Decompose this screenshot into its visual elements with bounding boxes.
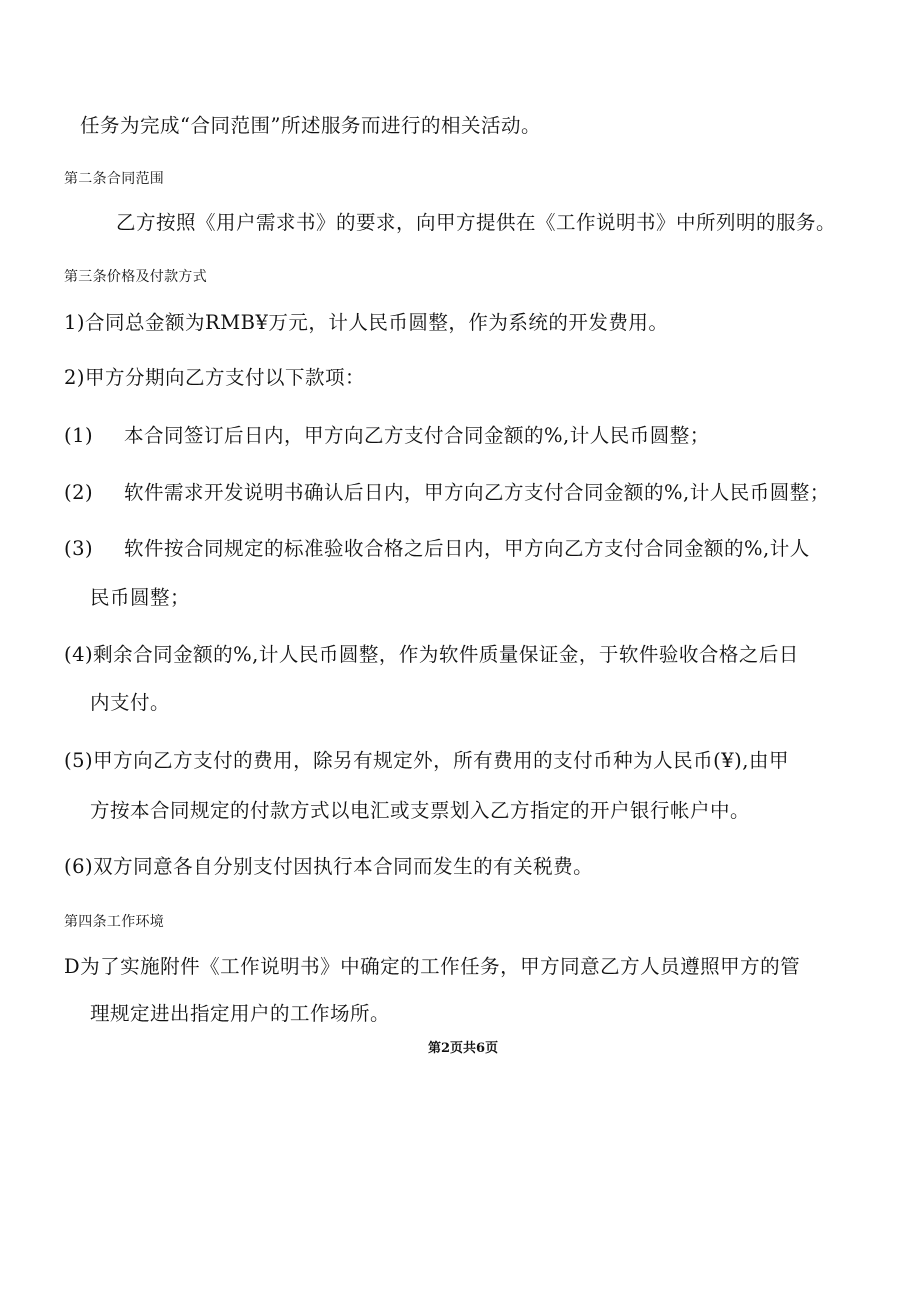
- article-3-item-1: 1)合同总金额为RMB¥万元，计人民币圆整，作为系统的开发费用。: [64, 311, 669, 334]
- payment-sub-1-text: 本合同签订后日内，甲方向乙方支付合同金额的%,计人民币圆整；: [124, 424, 710, 447]
- payment-sub-3-continuation: 民币圆整；: [90, 586, 191, 609]
- payment-sub-6: (6)双方同意各自分别支付因执行本合同而发生的有关税费。: [64, 855, 594, 878]
- payment-sub-2-number: (2): [64, 481, 94, 504]
- payment-sub-2: [64, 477, 830, 505]
- payment-sub-2-text: 软件需求开发说明书确认后日内，甲方向乙方支付合同金额的%,计人民币圆整；: [124, 481, 830, 504]
- payment-sub-4-line-2: 内支付。: [90, 691, 171, 714]
- payment-sub-1: [64, 420, 710, 448]
- payment-sub-4-line-1: (4)剩余合同金额的%,计人民币圆整，作为软件质量保证金，于软件验收合格之后日: [64, 643, 799, 666]
- intro-line: 任务为完成“合同范围”所述服务而进行的相关活动。: [80, 114, 541, 137]
- article-4-line-1: D为了实施附件《工作说明书》中确定的工作任务，甲方同意乙方人员遵照甲方的管: [64, 955, 801, 978]
- article-2-heading: 第二条合同范围: [64, 171, 165, 187]
- payment-sub-3-number: (3): [64, 537, 94, 560]
- payment-sub-5-line-2: 方按本合同规定的付款方式以电汇或支票划入乙方指定的开户银行帐户中。: [90, 799, 751, 822]
- article-4-heading: 第四条工作环境: [64, 914, 165, 930]
- article-3-item-2: 2)甲方分期向乙方支付以下款项：: [64, 366, 366, 389]
- payment-sub-5-line-1: (5)甲方向乙方支付的费用，除另有规定外，所有费用的支付币种为人民币(¥),由甲: [64, 749, 789, 772]
- article-4-line-2: 理规定进出指定用户的工作场所。: [90, 1002, 391, 1025]
- page-footer: 第2页共6页: [428, 1041, 499, 1056]
- payment-sub-3-text: 软件按合同规定的标准验收合格之后日内，甲方向乙方支付合同金额的%,计人: [124, 537, 810, 560]
- payment-sub-3: [64, 533, 810, 561]
- payment-sub-1-number: (1): [64, 424, 94, 447]
- article-2-text: 乙方按照《用户需求书》的要求，向甲方提供在《工作说明书》中所列明的服务。: [116, 211, 837, 234]
- article-3-heading: 第三条价格及付款方式: [64, 269, 207, 285]
